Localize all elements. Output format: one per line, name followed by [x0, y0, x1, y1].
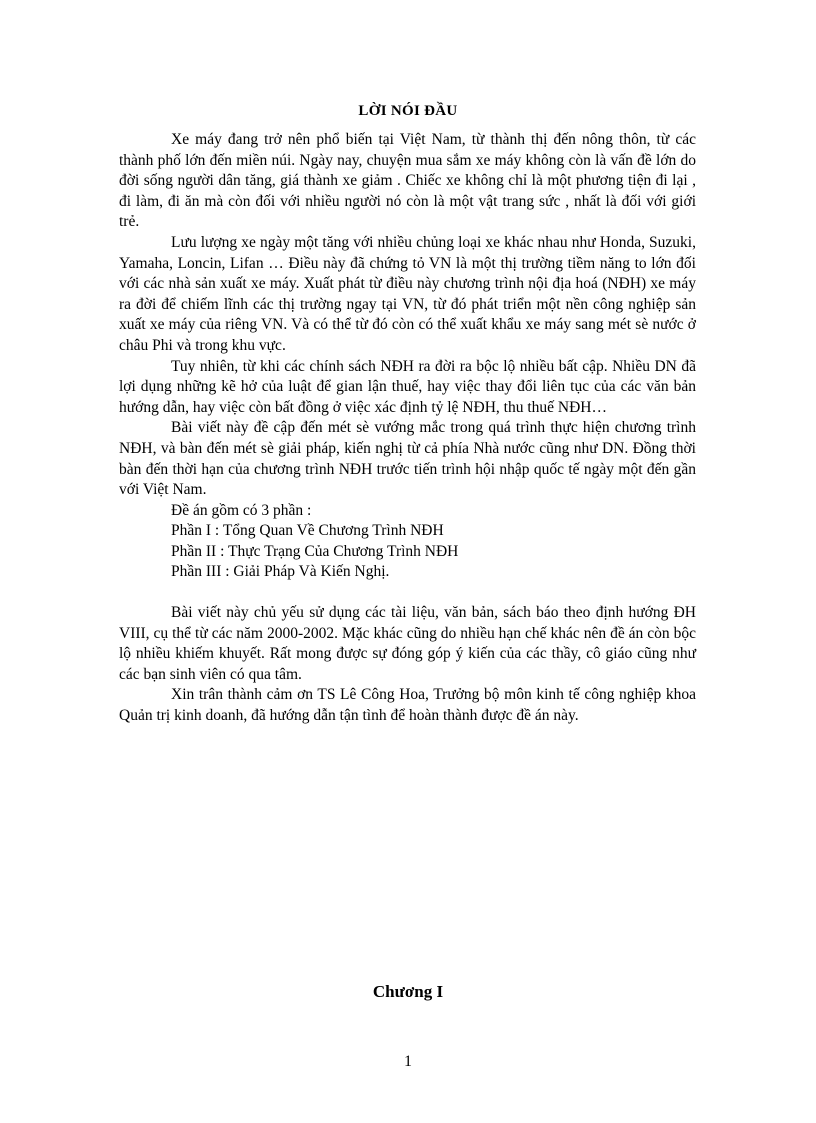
- part-item-3: Phần III : Giải Pháp Và Kiến Nghị.: [171, 563, 390, 581]
- paragraph-thanks: Xin trân thành cảm ơn TS Lê Công Hoa, Trưởng bộ môn kinh tế công nghiệp khoa Quản trị kinh doanh, đã hướng dẫn tận tình để hoàn thành được đề án này.: [119, 686, 696, 725]
- chapter-heading: Chương I: [372, 982, 444, 1001]
- part-item-1: Phần I : Tổng Quan Về Chương Trình NĐH: [171, 522, 444, 540]
- paragraph-issues: Tuy nhiên, từ khi các chính sách NĐH ra đời ra bộc lộ nhiều bất cập. Nhiều DN đã lợi dụng những kẽ hở của luật để gian lận thuế, hay việc thay đổi liên tục của các văn bản hướng dẫn, hay việc còn bất đồng ở việc xác định tỷ lệ NĐH, thu thuế NĐH…: [119, 357, 696, 416]
- part-item-2: Phần II : Thực Trạng Của Chương Trình NĐH: [171, 542, 459, 560]
- paragraph-scope: Bài viết này đề cập đến mét sè vướng mắc trong quá trình thực hiện chương trình NĐH, và bàn đến mét sè giải pháp, kiến nghị từ cả phía Nhà nước cũng như DN. Đồng thời bàn đến thời hạn của chương trình NĐH trước tiến trình hội nhập quốc tế ngày một đến gần với Việt Nam.: [119, 419, 696, 499]
- document-body: [119, 130, 696, 727]
- paragraph-traffic: Lưu lượng xe ngày một tăng với nhiều chủng loại xe khác nhau như Honda, Suzuki, Yamaha, Loncin, Lifan … Điều này đã chứng tỏ VN là một thị trường tiềm năng to lớn đối với các nhà sản xuất xe máy. Xuất phát từ điều này chương trình nội địa hoá (NĐH) xe máy ra đời để chiếm lĩnh các thị trường ngay tại VN, từ đó phát triển một nền công nghiệp sản xuất xe máy của riêng VN. Và có thể từ đó còn có thể xuất khẩu xe máy sang mét sè nước ở châu Phi và trong khu vực.: [119, 233, 696, 354]
- paragraph-sources: Bài viết này chủ yếu sử dụng các tài liệu, văn bản, sách báo theo định hướng ĐH VIII, cụ thể từ các năm 2000-2002. Mặc khác cũng do nhiều hạn chế khác nên đề án còn bộc lộ nhiều khiếm khuyết. Rất mong được sự đóng góp ý kiến của các thầy, cô giáo cũng như các bạn sinh viên có qua tâm.: [119, 604, 696, 683]
- spacer: [119, 583, 696, 603]
- structure-intro: Đề án gồm có 3 phần :: [171, 501, 312, 519]
- page-number: 1: [404, 1053, 412, 1070]
- paragraph-intro: Xe máy đang trở nên phổ biến tại Việt Nam, từ thành thị đến nông thôn, từ các thành phố lớn đến miền núi. Ngày nay, chuyện mua sắm xe máy không còn là vấn đề lớn do đời sống người dân tăng, giá thành xe giảm . Chiếc xe không chỉ là một phương tiện đi lại , đi làm, đi ăn mà còn đối với nhiều người nó còn là một vật trang sức , nhất là đối với giới trẻ.: [119, 131, 696, 231]
- page-title: LỜI NÓI ĐẦU: [358, 103, 458, 119]
